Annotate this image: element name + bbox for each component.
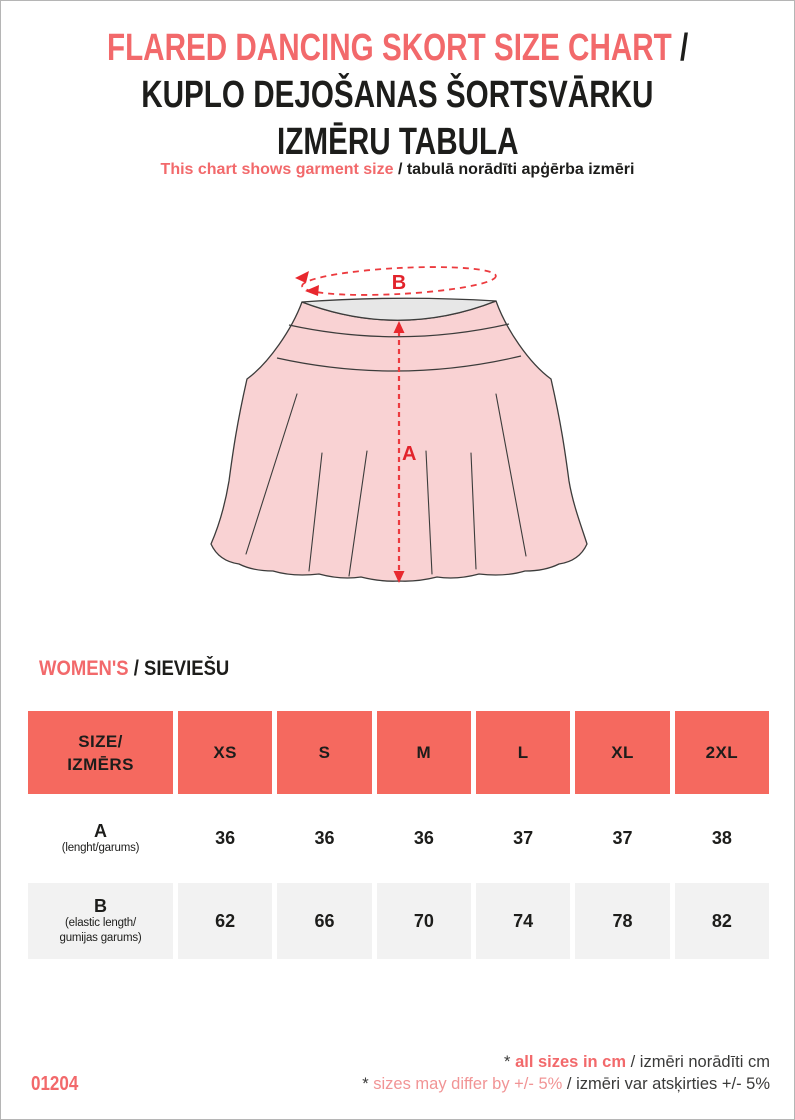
- title-line-2: KUPLO DEJOŠANAS ŠORTSVĀRKU: [141, 74, 654, 116]
- title-line-1: [1, 25, 794, 72]
- table-header-m: M: [377, 711, 471, 794]
- table-cell-a-s: 36: [277, 799, 371, 878]
- table-corner-header: SIZE/ IZMĒRS: [28, 711, 173, 794]
- subtitle-accent-text: This chart shows garment size: [160, 161, 398, 178]
- table-header-xl: XL: [575, 711, 669, 794]
- measure-b-arrowhead-upper: [295, 271, 309, 283]
- section-heading-accent: WOMEN'S: [39, 657, 129, 680]
- measure-b-arrowhead-lower: [305, 285, 319, 296]
- table-cell-a-m: 36: [377, 799, 471, 878]
- footer-notes: [362, 1051, 770, 1095]
- page-title: [1, 25, 794, 166]
- table-cell-b-xs: 62: [178, 883, 272, 959]
- table-header-s: S: [277, 711, 371, 794]
- table-cell-a-2xl: 38: [675, 799, 769, 878]
- measure-label-a: A: [402, 443, 417, 465]
- title-accent-text: FLARED DANCING SKORT SIZE CHART: [106, 27, 672, 69]
- table-cell-b-2xl: 82: [675, 883, 769, 959]
- section-heading-womens: [39, 657, 255, 681]
- table-header-xs: XS: [178, 711, 272, 794]
- table-cell-b-s: 66: [277, 883, 371, 959]
- table-cell-b-m: 70: [377, 883, 471, 959]
- table-cell-a-l: 37: [476, 799, 570, 878]
- table-cell-b-l: 74: [476, 883, 570, 959]
- section-heading-rest: / SIEVIEŠU: [128, 657, 230, 680]
- footer-note-1-accent: all sizes in cm: [515, 1053, 631, 1071]
- footer-note-1: * all sizes in cm / izmēri norādīti cm: [504, 1053, 770, 1071]
- table-cell-a-xl: 37: [575, 799, 669, 878]
- subtitle-rest-text: / tabulā norādīti apģērba izmēri: [397, 161, 635, 178]
- skort-diagram: [189, 251, 609, 601]
- table-row-b-label: B (elastic length/ gumijas garums): [28, 883, 173, 959]
- measure-label-b: B: [391, 272, 407, 294]
- table-row-a-label: A (lenght/garums): [28, 799, 173, 878]
- title-line-3: IZMĒRU TABULA: [276, 121, 519, 163]
- product-code: 01204: [31, 1073, 79, 1095]
- footer-note-2: * sizes may differ by +/- 5% / izmēri var atsķirties +/- 5%: [362, 1075, 770, 1093]
- subtitle: [1, 161, 794, 179]
- table-cell-b-xl: 78: [575, 883, 669, 959]
- table-cell-a-xs: 36: [178, 799, 272, 878]
- table-header-l: L: [476, 711, 570, 794]
- size-table: [28, 711, 769, 959]
- title-slash: /: [671, 27, 689, 69]
- footer-note-2-accent: sizes may differ by +/- 5%: [373, 1075, 567, 1093]
- table-header-2xl: 2XL: [675, 711, 769, 794]
